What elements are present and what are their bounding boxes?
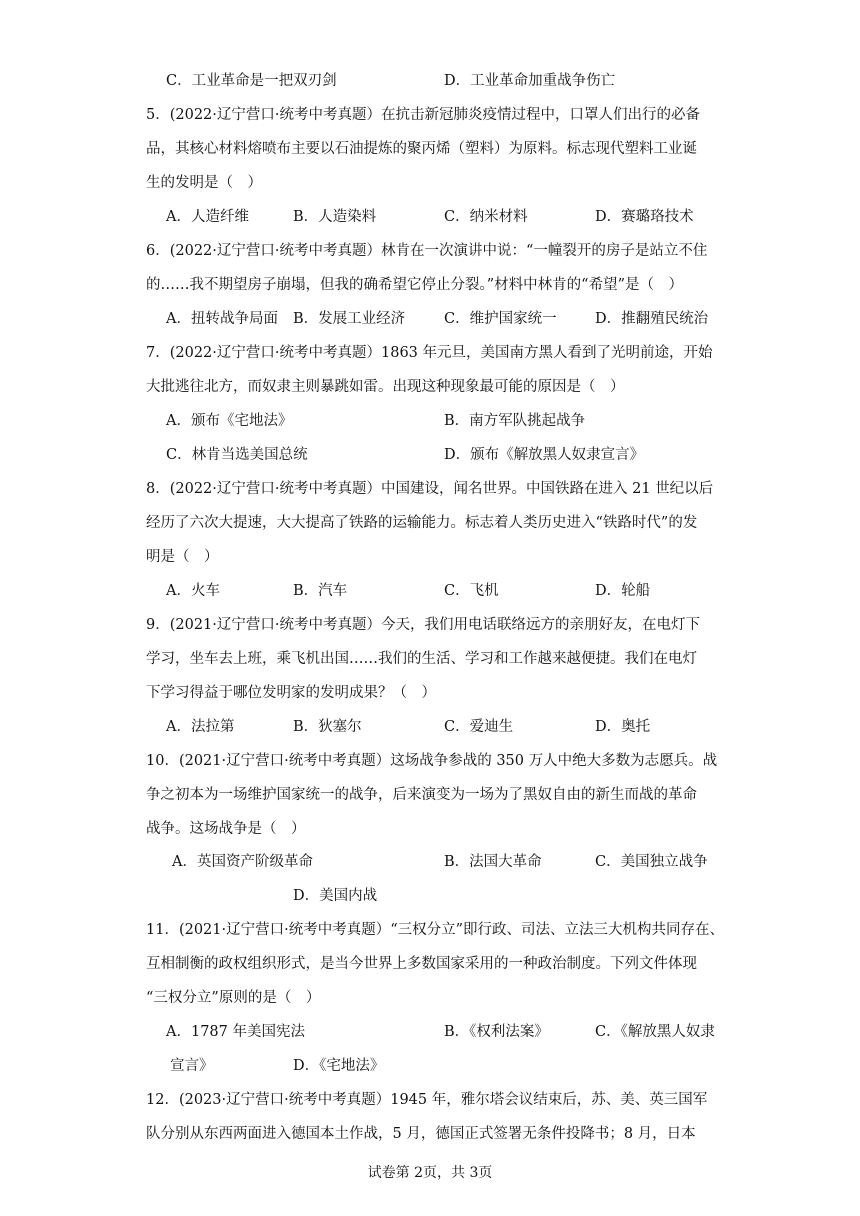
q9-option-a: A．法拉第 <box>166 719 235 735</box>
q11-option-a: A．1787 年美国宪法 <box>166 1024 305 1040</box>
q6-line-2: 的……我不期望房子崩塌，但我的确希望它停止分裂。”材料中林肯的“希望”是（ ） <box>146 277 683 293</box>
q8-line-1: 8．(2022·辽宁营口·统考中考真题）中国建设，闻名世界。中国铁路在进入 21 世纪以后 <box>146 481 714 497</box>
q9-option-c: C．爱迪生 <box>444 719 514 735</box>
q8-option-a: A．火车 <box>166 583 220 599</box>
q5-option-d: D．赛璐珞技术 <box>595 209 694 225</box>
q11-line-3: “三权分立”原则的是（ ） <box>146 990 321 1006</box>
q7-option-d: D．颁布《解放黑人奴隶宣言》 <box>444 447 645 463</box>
q11-line-1: 11．(2021·辽宁营口·统考中考真题）“三权分立”即行政、司法、立法三大机构共同存在、 <box>146 922 725 938</box>
q5-option-c: C．纳米材料 <box>444 209 528 225</box>
q8-option-c: C．飞机 <box>444 583 499 599</box>
q8-line-2: 经历了六次大提速，大大提高了铁路的运输能力。标志着人类历史进入“铁路时代”的发 <box>146 515 698 531</box>
q12-line-2: 队分别从东西两面进入德国本土作战，5 月，德国正式签署无条件投降书；8 月，日本 <box>146 1126 696 1142</box>
q10-line-1: 10．(2021·辽宁营口·统考中考真题）这场战争参战的 350 万人中绝大多数为志愿兵。战 <box>146 753 718 769</box>
q11-option-b: B．《权利法案》 <box>444 1024 549 1040</box>
q10-option-a: A．英国资产阶级革命 <box>172 854 313 870</box>
q11-option-c: C．《解放黑人奴隶 <box>595 1024 715 1040</box>
page-footer: 试卷第 2页，共 3页 <box>367 1165 493 1181</box>
q7-line-1: 7．(2022·辽宁营口·统考中考真题）1863 年元旦，美国南方黑人看到了光明前途，开始 <box>146 345 713 361</box>
q6-option-a: A．扭转战争局面 <box>166 311 278 327</box>
q5-line-2: 品，其核心材料熔喷布主要以石油提炼的聚丙烯（塑料）为原料。标志现代塑料工业诞 <box>146 141 697 157</box>
q10-line-2: 争之初本为一场维护国家统一的战争，后来演变为一场为了黑奴自由的新生而战的革命 <box>146 787 697 803</box>
q10-option-b: B．法国大革命 <box>444 854 542 870</box>
q9-line-1: 9．(2021·辽宁营口·统考中考真题）今天，我们用电话联络远方的亲朋好友，在电灯下 <box>146 617 700 633</box>
q11-option-c-continued: 宣言》 <box>170 1058 214 1074</box>
q7-line-2: 大批逃往北方，而奴隶主则暴跳如雷。出现这种现象最可能的原因是（ ） <box>146 379 625 395</box>
q8-line-3: 明是（ ） <box>146 549 219 565</box>
q6-line-1: 6．(2022·辽宁营口·统考中考真题）林肯在一次演讲中说：“一幢裂开的房子是站立不住 <box>146 243 708 259</box>
q9-line-3: 下学习得益于哪位发明家的发明成果？（ ） <box>146 685 436 701</box>
q11-option-d: D．《宅地法》 <box>293 1058 385 1074</box>
q10-line-3: 战争。这场战争是（ ） <box>146 821 306 837</box>
q7-option-b: B．南方军队挑起战争 <box>444 413 586 429</box>
q6-option-d: D．推翻殖民统治 <box>595 311 709 327</box>
q11-line-2: 互相制衡的政权组织形式，是当今世界上多数国家采用的一种政治制度。下列文件体现 <box>146 956 697 972</box>
q5-line-3: 生的发明是（ ） <box>146 175 262 191</box>
q5-line-1: 5．(2022·辽宁营口·统考中考真题）在抗击新冠肺炎疫情过程中，口罩人们出行的必备 <box>146 107 700 123</box>
q9-option-d: D．奥托 <box>595 719 651 735</box>
q10-option-c: C．美国独立战争 <box>595 854 708 870</box>
q8-option-b: B．汽车 <box>293 583 348 599</box>
q5-option-b: B．人造染料 <box>293 209 377 225</box>
q10-option-d: D．美国内战 <box>293 888 378 904</box>
q9-line-2: 学习，坐车去上班，乘飞机出国……我们的生活、学习和工作越来越便捷。我们在电灯 <box>146 651 697 667</box>
q4-option-c: C．工业革命是一把双刃剑 <box>166 73 337 89</box>
q9-option-b: B．狄塞尔 <box>293 719 362 735</box>
q5-option-a: A．人造纤维 <box>166 209 249 225</box>
q4-option-d: D．工业革命加重战争伤亡 <box>444 73 616 89</box>
q6-option-b: B．发展工业经济 <box>293 311 406 327</box>
q6-option-c: C．维护国家统一 <box>444 311 557 327</box>
q12-line-1: 12．(2023·辽宁营口·统考中考真题）1945 年，雅尔塔会议结束后，苏、美、英三国军 <box>146 1092 708 1108</box>
q7-option-c: C．林肯当选美国总统 <box>166 447 308 463</box>
q8-option-d: D．轮船 <box>595 583 651 599</box>
q7-option-a: A．颁布《宅地法》 <box>166 413 293 429</box>
